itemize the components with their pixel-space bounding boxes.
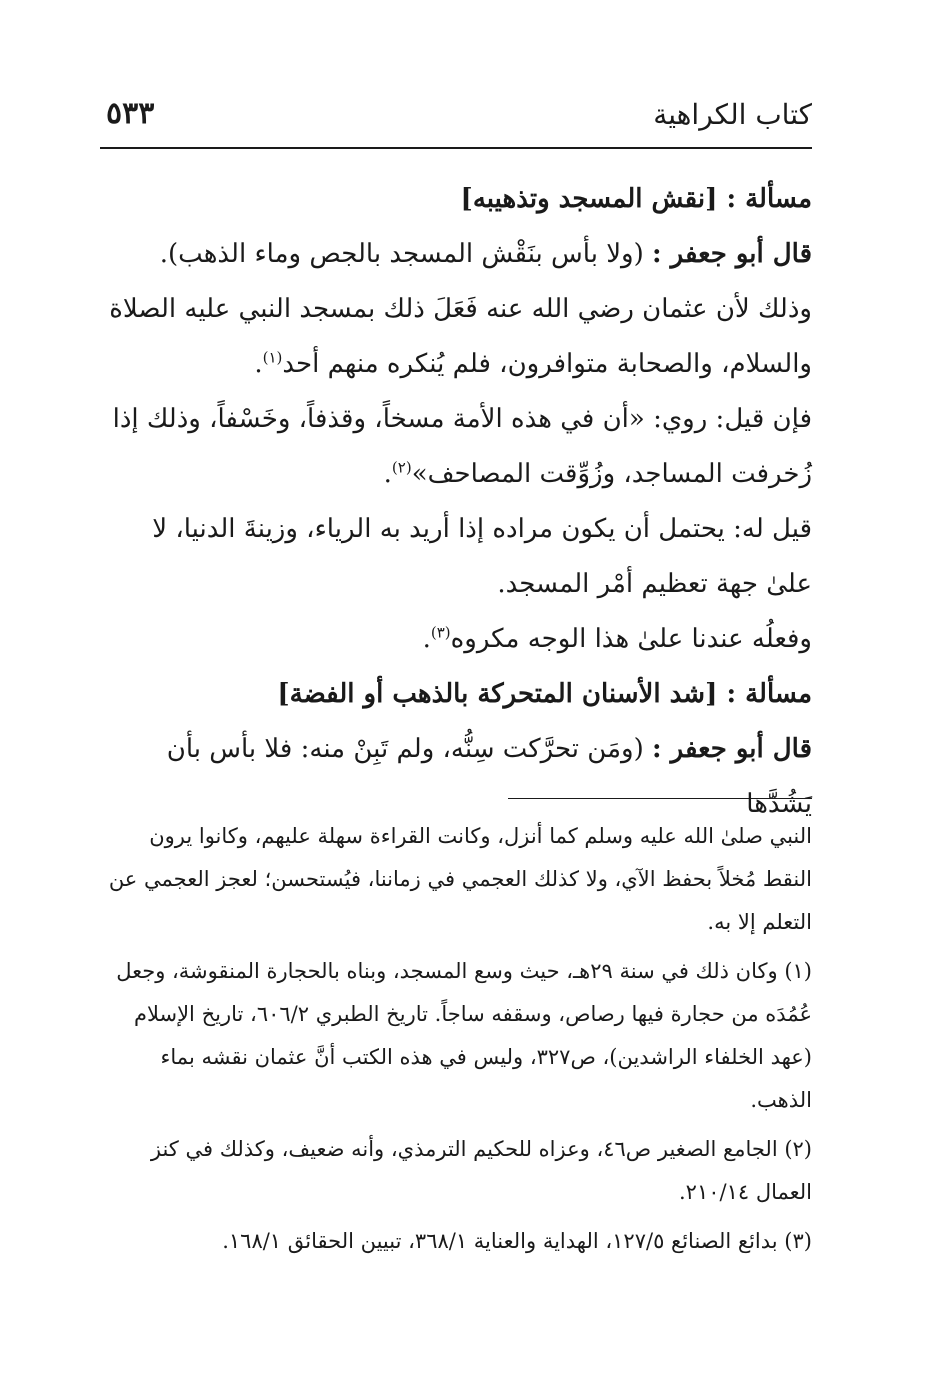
footnote-1: (١) وكان ذلك في سنة ٢٩هـ، حيث وسع المسجد، وبناه بالحجارة المنقوشة، وجعل عُمُدَه من حجارة فيها رصاص، وسقفه ساجاً. تاريخ الطبري ٦٠٦/٢، تاريخ الإسلام (عهد الخلفاء الراشدين)، ص٣٢٧، وليس في هذه الكتب أنَّ عثمان نقشه بماء الذهب. [116,959,812,1112]
footnote-separator [508,798,812,799]
page-header [100,88,812,146]
section-heading-1 [100,172,812,227]
paragraph [100,227,812,282]
footnote-continuation: النبي صلىٰ الله عليه وسلم كما أنزل، وكانت القراءة سهلة عليهم، وكانوا يرون النقط مُخلاً بحفظ الآي، ولا كذلك العجمي في زماننا، فيُستحسن؛ لعجز العجمي عن التعلم إلا به. [108,824,812,934]
footnotes [100,815,812,1263]
paragraph-text: وفعلُه عندنا علىٰ هذا الوجه مكروه [450,624,812,654]
footnote-2: (٢) الجامع الصغير ص٤٦، وعزاه للحكيم الترمذي، وأنه ضعيف، وكذلك في كنز العمال ٢١٠/١٤. [150,1137,812,1204]
heading-title: [نقش المسجد وتذهيبه] [460,184,718,214]
footnote-ref: (١) [262,348,283,367]
paragraph: وفعلُه عندنا علىٰ هذا الوجه مكروه$^{(٣)}$. [422,623,812,654]
paragraph [100,502,812,612]
paragraph-lead: قال أبو جعفر : [652,239,812,269]
main-text [100,172,812,832]
heading-label: مسألة : [726,184,812,214]
paragraph-text: فإن قيل: روي: «أن في هذه الأمة مسخاً، وقذفاً، وخَسْفاً، وذلك إذا زُخرفت المساجد، وزُوِّقت المصاحف» [112,404,812,489]
paragraph-text: وذلك لأن عثمان رضي الله عنه فَعَلَ ذلك بمسجد النبي عليه الصلاة والسلام، والصحابة متوافرون، فلم يُنكره منهم أحد [109,294,812,379]
header-rule [100,147,812,149]
paragraph-text: (ومَن تحرَّكت سِنُّه، ولم تَبِنْ منه: فلا بأس بأن يَشُدَّها [166,734,812,819]
footnote-ref: (٢) [391,458,412,477]
page-number: ٥٣٣ [106,96,155,131]
paragraph: فإن قيل: روي: «أن في هذه الأمة مسخاً، وقذفاً، وخَسْفاً، وذلك إذا زُخرفت المساجد، وزُوِّقت المصاحف»$^{(٢)}$. [112,404,812,489]
heading-title: [شد الأسنان المتحركة بالذهب أو الفضة] [277,679,718,709]
footnote-3: (٣) بدائع الصنائع ١٢٧/٥، الهداية والعناية ٣٦٨/١، تبيين الحقائق ١٦٨/١. [222,1229,812,1253]
paragraph-lead: قال أبو جعفر : [652,734,812,764]
section-heading-2 [100,667,812,722]
footnote-ref: (٣) [430,623,451,642]
running-title: كتاب الكراهية [653,98,812,131]
paragraph: وذلك لأن عثمان رضي الله عنه فَعَلَ ذلك بمسجد النبي عليه الصلاة والسلام، والصحابة متوافرون، فلم يُنكره منهم أحد$^{(١)}$. [109,294,812,379]
paragraph-text: (ولا بأس بنَقْش المسجد بالجص وماء الذهب). [159,239,644,269]
paragraph-text: قيل له: يحتمل أن يكون مراده إذا أريد به الرياء، وزينةَ الدنيا، لا علىٰ جهة تعظيم أمْر المسجد. [152,514,812,599]
heading-label: مسألة : [726,679,812,709]
